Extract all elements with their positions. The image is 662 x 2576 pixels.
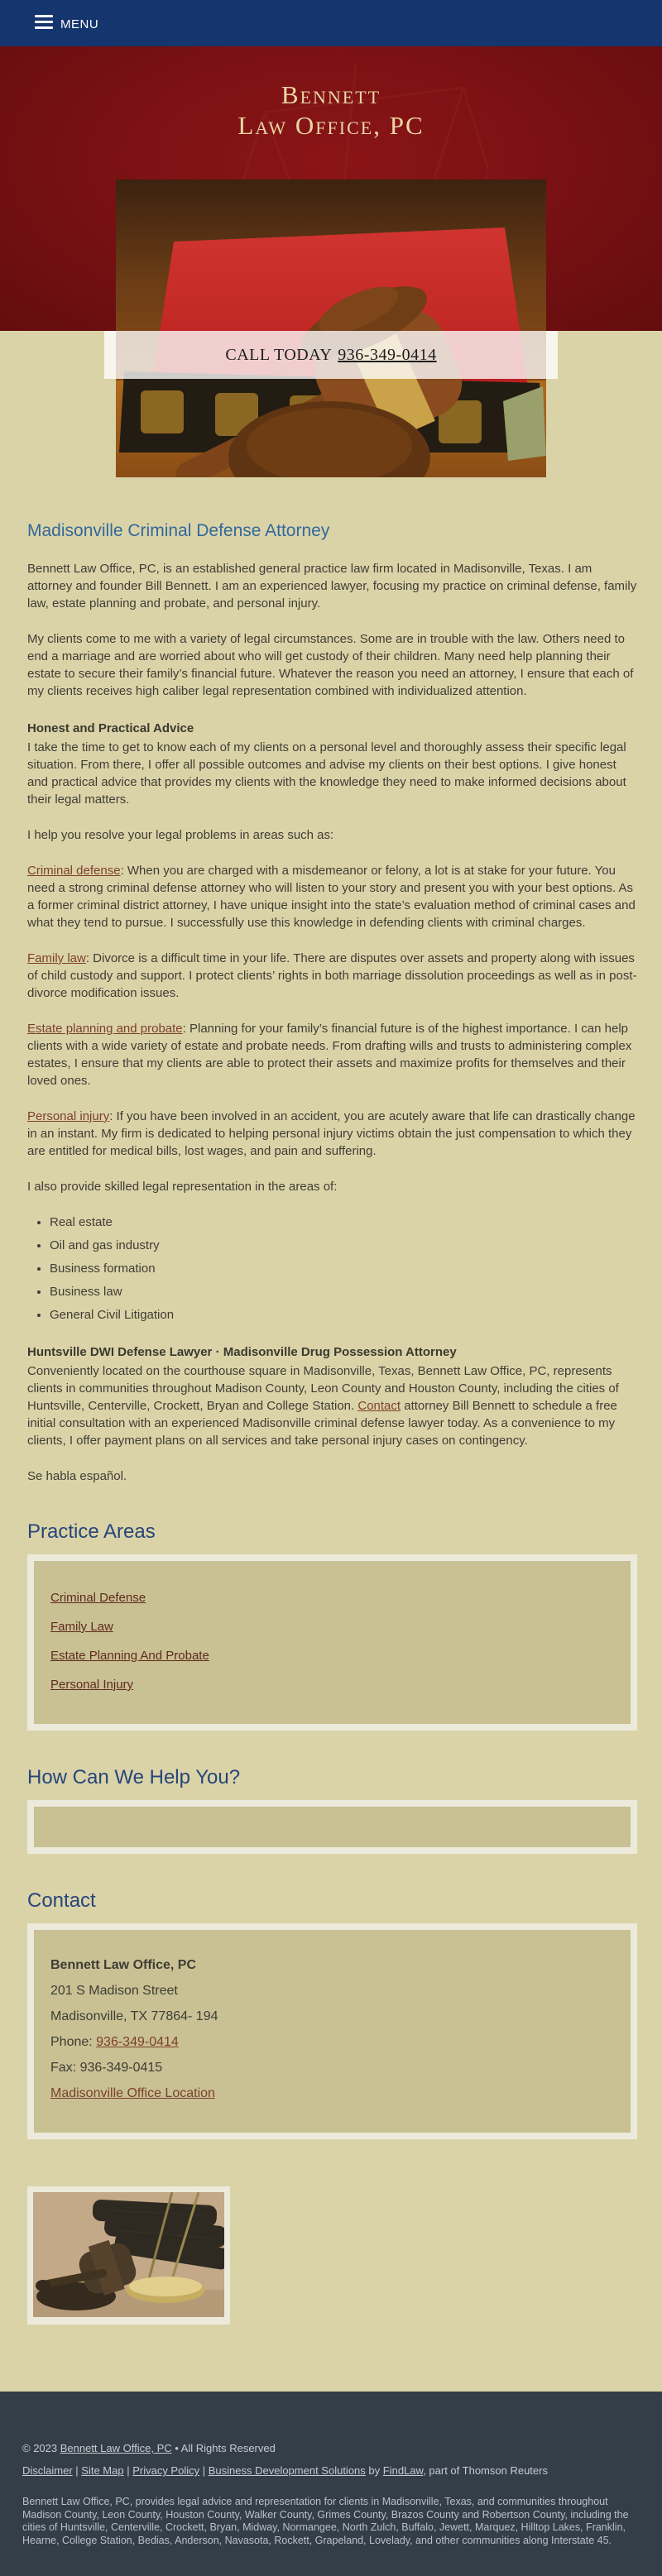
firm-name: Bennett Law Office, PC (50, 1958, 197, 1972)
office-location-line (50, 2085, 614, 2102)
call-today-text: CALL TODAY (225, 345, 333, 364)
criminal-defense-text: : When you are charged with a misdemeanor or felony, a lot is at stake for your future. You need a strong criminal defense attorney who will listen to your story and present you with your best options. As a former criminal district attorney, I have unique insight into the state’s evaluation method of criminal cases and what they tend to pursue. I successfully use this knowledge in defending clients with criminal charges. (27, 864, 636, 930)
copyright-suffix: • All Rights Reserved (171, 2442, 276, 2454)
by-text: by (365, 2464, 383, 2477)
estate-planning-link[interactable]: Estate planning and probate (27, 1022, 183, 1036)
practice-area-criminal-defense-link[interactable]: Criminal Defense (50, 1591, 146, 1605)
privacy-policy-link[interactable]: Privacy Policy (132, 2464, 200, 2477)
resolve-paragraph: I help you resolve your legal problems in areas such as: (27, 828, 334, 842)
call-today-banner (104, 331, 558, 379)
copyright-line (22, 2441, 634, 2455)
separator: | (72, 2464, 82, 2477)
contact-heading: Contact (27, 1889, 96, 1912)
location-paragraph (27, 1362, 637, 1449)
list-item: • Oil and gas industry (50, 1237, 637, 1254)
practice-areas-heading: Practice Areas (27, 1520, 156, 1543)
practice-area-personal-injury-link[interactable]: Personal Injury (50, 1678, 134, 1692)
site-title-line2: Law Office, PC (237, 111, 425, 140)
practice-areas-box-inner (34, 1561, 631, 1724)
personal-injury-link[interactable]: Personal injury (27, 1109, 110, 1123)
honest-advice-heading: Honest and Practical Advice (27, 721, 194, 735)
office-location-link[interactable]: Madisonville Office Location (50, 2086, 215, 2100)
disclaimer-link[interactable]: Disclaimer (22, 2464, 73, 2477)
findlaw-suffix: , part of Thomson Reuters (423, 2464, 548, 2477)
page-footer (0, 2392, 662, 2576)
practice-area-estate-planning-link[interactable]: Estate Planning And Probate (50, 1649, 209, 1663)
dwi-defense-heading: Huntsville DWI Defense Lawyer · Madisonville Drug Possession Attorney (27, 1345, 457, 1359)
also-provide-paragraph: I also provide skilled legal representation in the areas of: (27, 1180, 338, 1194)
site-title (0, 46, 662, 141)
criminal-defense-paragraph (27, 862, 637, 931)
spanish-paragraph: Se habla español. (27, 1469, 127, 1483)
practice-area-row (50, 1618, 614, 1635)
page-title: Madisonville Criminal Defense Attorney (27, 521, 330, 540)
location-text-after: attorney Bill Bennett to schedule a free initial consultation with an experienced Madisonville criminal defense lawyer today. As a convenience to my clients, I offer payment plans on all services and take personal injury cases on contingency. (27, 1399, 617, 1448)
header-phone-link[interactable]: 936-349-0414 (338, 345, 437, 364)
advice-paragraph: I take the time to get to know each of my clients on a personal level and thoroughly assess their specific legal situation. From there, I offer all possible outcomes and advise my clients on their best options. I give honest and practical advice that provides my clients with the knowledge they need to make informed decisions about their legal matters. (27, 740, 626, 807)
findlaw-link[interactable]: FindLaw (382, 2464, 424, 2477)
contact-form-placeholder (34, 1807, 631, 1847)
nav-bar (0, 0, 662, 46)
city-line: Madisonville, TX 77864- 194 (50, 2009, 218, 2023)
footer-firm-link[interactable]: Bennett Law Office, PC (60, 2442, 172, 2454)
menu-button[interactable] (35, 16, 98, 31)
fax-line: Fax: 936-349-0415 (50, 2061, 163, 2075)
practice-areas-box (27, 1554, 637, 1731)
personal-injury-paragraph (27, 1108, 637, 1160)
books-gavel-photo (116, 180, 546, 477)
list-item: • General Civil Litigation (50, 1306, 637, 1324)
practice-area-family-law-link[interactable]: Family Law (50, 1620, 113, 1634)
location-text-before: Conveniently located on the courthouse square in Madisonville, Texas, Bennett Law Office, PC, represents clients in communities throughout Madison County, Leon County and Houston County, including the cities of Huntsville, Centerville, Crockett, Bryan and College Station. (27, 1364, 619, 1413)
family-law-link[interactable]: Family law (27, 951, 86, 965)
list-item: • Business law (50, 1283, 637, 1300)
practice-bullet-list (27, 1214, 637, 1324)
phone-line (50, 2034, 614, 2051)
menu-label: MENU (60, 17, 99, 31)
estate-planning-paragraph (27, 1020, 637, 1089)
separator: | (123, 2464, 133, 2477)
page-header (0, 46, 662, 477)
personal-injury-text: : If you have been involved in an accident, you are acutely aware that life can drastically change in an instant. My firm is dedicated to helping personal injury victims obtain the just compensation to which they are entitled for medical bills, lost wages, and pain and suffering. (27, 1109, 636, 1158)
intro-paragraph: Bennett Law Office, PC, is an established general practice law firm located in Madisonville, Texas. I am attorney and founder Bill Bennett. I am an experienced lawyer, focusing my practice on criminal defense, family law, estate planning and probate, and personal injury. (27, 562, 637, 610)
list-item: • Business formation (50, 1260, 637, 1277)
separator: | (199, 2464, 209, 2477)
family-law-paragraph (27, 950, 637, 1002)
copyright-prefix: © 2023 (22, 2442, 60, 2454)
hamburger-icon (35, 15, 53, 29)
footer-disclaimer-paragraph: Bennett Law Office, PC, provides legal advice and representation for clients in Madisonville, Texas, and communities throughout Madison County, Leon County, Houston County, Walker County, Grimes County, Brazos County and Robertson County, including the cities of Huntsville, Centerville, Crockett, Bryan, Midway, Normangee, North Zulch, Buffalo, Jewett, Marquez, Hilltop Lakes, Franklin, Hearne, College Station, Bedias, Anderson, Navasota, Rockett, Grapeland, Lovelady, and other communities along Interstate 45. (22, 2496, 629, 2546)
footer-nav (22, 2463, 634, 2478)
clients-paragraph: My clients come to me with a variety of legal circumstances. Some are in trouble with the law. Others need to end a marriage and are worried about who will get custody of their children. Many need help planning their estate to secure their family’s financial future. Whatever the reason you need an attorney, I ensure that each of my clients receives high caliber legal representation combined with individualized attention. (27, 632, 634, 698)
street-address: 201 S Madison Street (50, 1984, 178, 1998)
contact-card (34, 1930, 631, 2133)
contact-link[interactable]: Contact (357, 1399, 401, 1413)
site-map-link[interactable]: Site Map (81, 2464, 124, 2477)
main-content (0, 520, 662, 2139)
family-law-text: : Divorce is a difficult time in your life. There are disputes over assets and property along with issues of child custody and support. I protect clients’ rights in both marriage dissolution proceedings as well as in post-divorce modification issues. (27, 951, 637, 1000)
scales-gavel-photo (33, 2192, 224, 2317)
help-box (27, 1800, 637, 1854)
practice-area-row (50, 1676, 614, 1693)
business-development-link[interactable]: Business Development Solutions (208, 2464, 366, 2477)
site-title-line1: Bennett (281, 80, 381, 109)
help-heading: How Can We Help You? (27, 1766, 241, 1788)
estate-planning-text: : Planning for your family’s financial future is of the highest importance. I can help clients with a wide variety of estate and probate needs. From drafting wills and trusts to administering complex estates, I ensure that my clients are able to protect their assets and maximize profits for themselves and their loved ones. (27, 1022, 632, 1088)
practice-area-row (50, 1589, 614, 1606)
contact-box (27, 1923, 637, 2139)
criminal-defense-link[interactable]: Criminal defense (27, 864, 121, 878)
office-photo-frame (27, 2186, 230, 2325)
contact-phone-link[interactable]: 936-349-0414 (96, 2035, 179, 2049)
phone-label: Phone: (50, 2035, 97, 2049)
practice-area-row (50, 1647, 614, 1664)
list-item: • Real estate (50, 1214, 637, 1231)
